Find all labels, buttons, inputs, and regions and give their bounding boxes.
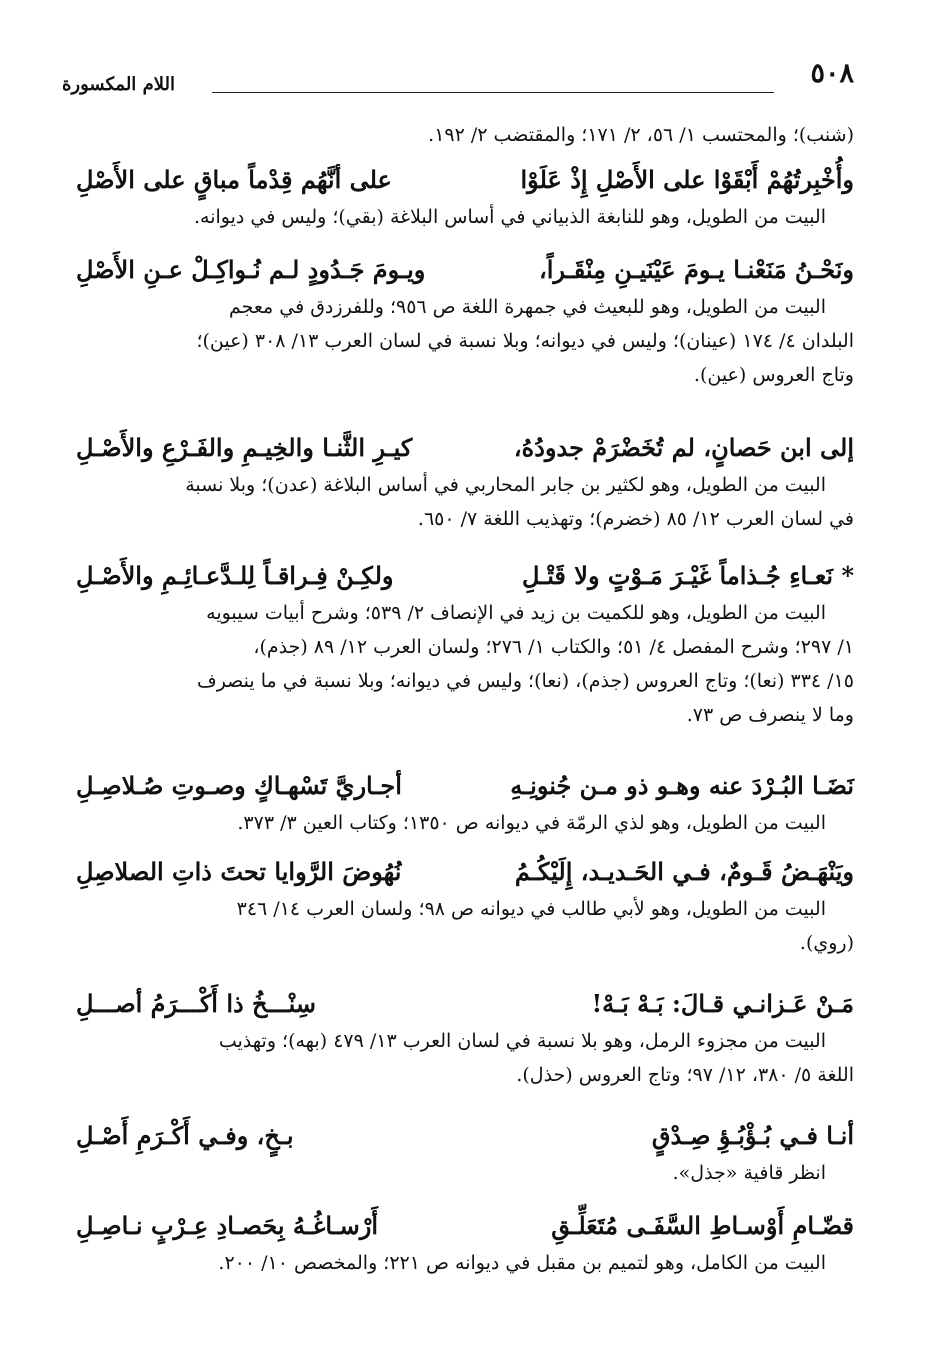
reference-line: البيت من الطويل، وهو للبعيث في جمهرة اللغة ص ٩٥٦؛ وللفرزدق في معجم: [228, 296, 826, 318]
reference-line: ١٥/ ٣٣٤ (نعا)؛ وتاج العروس (جذم)، (نعا)؛ وليس في ديوانه؛ وبلا نسبة في ما ينصرف: [197, 670, 854, 692]
reference-line: البلدان ٤/ ١٧٤ (عينان)؛ وليس في ديوانه؛ وبلا نسبة في لسان العرب ١٣/ ٣٠٨ (عين)؛: [196, 330, 854, 352]
verse-second-hemistich: أَرْسـاغُـهُ بِحَصـادِ عِـرْبٍ نـاصِـلِ: [76, 1211, 379, 1240]
verse-first-hemistich: * نَعـاءِ جُـذاماً غَيْـرَ مَـوْتٍ ولا قَتْـلِ: [521, 561, 854, 590]
verse-second-hemistich: ولكِـنْ فِـراقـاً لِلـدَّعـائِـمِ والأَصْـلِ: [76, 561, 394, 590]
verse-first-hemistich: مَـنْ عَـزانـي قـالَ: بَـهْ بَـهْ!: [591, 989, 854, 1018]
reference-line: البيت من مجزوء الرمل، وهو بلا نسبة في لسان العرب ١٣/ ٤٧٩ (بهه)؛ وتهذيب: [218, 1030, 826, 1052]
verse-line: [76, 766, 854, 806]
reference-line: اللغة ٥/ ٣٨٠، ١٢/ ٩٧؛ وتاج العروس (حذل).: [516, 1064, 854, 1086]
verse-first-hemistich: قضّـامِ أَوْسـاطِ السَّفَـى مُتَعَلِّـقِ: [551, 1211, 854, 1240]
verse-second-hemistich: أجـاريَّ تَسْهـاكٍ وصـوتِ صُـلاصِـلِ: [76, 771, 402, 800]
reference-line: وما لا ينصرف ص ٧٣.: [686, 704, 854, 726]
verse-first-hemistich: ونَحْـنُ مَنَعْنـا يـومَ عَيْنَيـنِ مِنْقَـراً،: [539, 255, 854, 284]
verse-entry: [76, 852, 854, 960]
verse-line: [76, 852, 854, 892]
verse-second-hemistich: كيـرِ الثَّنـا والخِيـمِ والفَـرْعِ والأَصْـلِ: [76, 433, 413, 462]
verse-second-hemistich: على أنَّهُم قِدْماً مباقٍ على الأَصْلِ: [76, 165, 392, 194]
verse-entry: [76, 984, 854, 1092]
reference-line: ١/ ٢٩٧؛ وشرح المفصل ٤/ ٥١؛ والكتاب ١/ ٢٧٦؛ ولسان العرب ١٢/ ٨٩ (جذم)،: [253, 636, 854, 658]
reference-line: (شنب)؛ والمحتسب ١/ ٥٦، ٢/ ١٧١؛ والمقتضب ٢/ ١٩٢.: [428, 124, 854, 146]
reference-line: البيت من الطويل، وهو لأبي طالب في ديوانه ص ٩٨؛ ولسان العرب ١٤/ ٣٤٦: [236, 898, 826, 920]
verse-entry: [76, 556, 854, 732]
verse-line: [76, 428, 854, 468]
verse-entry: [76, 1206, 854, 1280]
running-title: اللام المكسورة: [62, 74, 175, 95]
verse-entry: [76, 250, 854, 392]
verse-second-hemistich: بـخٍ، وفـي أَكْـرَمِ أَصْـلِ: [76, 1121, 294, 1150]
verse-entry: [76, 766, 854, 840]
verse-second-hemistich: ويـومَ جَـدُودٍ لـم نُـواكِـلْ عـنِ الأَصْلِ: [76, 255, 426, 284]
verse-entry: [76, 1116, 854, 1190]
reference-line: البيت من الطويل، وهو للكميت بن زيد في الإنصاف ٢/ ٥٣٩؛ وشرح أبيات سيبويه: [206, 602, 826, 624]
verse-second-hemistich: نُهُوضَ الرَّوايا تحتَ ذاتِ الصلاصِلِ: [76, 857, 402, 886]
page-header: [62, 58, 854, 98]
reference-line: البيت من الطويل، وهو لكثير بن جابر المحاربي في أساس البلاغة (عدن)؛ وبلا نسبة: [185, 474, 826, 496]
verse-line: [76, 160, 854, 200]
verse-line: [76, 1206, 854, 1246]
reference-line: في لسان العرب ١٢/ ٨٥ (خضرم)؛ وتهذيب اللغة ٧/ ٦٥٠.: [417, 508, 854, 530]
verse-first-hemistich: إلى ابن حَصانٍ، لم تُخَضْرَمْ جدودُهُ،: [513, 433, 854, 462]
reference-line: انظر قافية «جذل».: [672, 1162, 826, 1184]
verse-line: [76, 556, 854, 596]
verse-entry: [76, 160, 854, 234]
reference-line: البيت من الطويل، وهو للنابغة الذبياني في أساس البلاغة (بقي)؛ وليس في ديوانه.: [194, 206, 826, 228]
verse-line: [76, 250, 854, 290]
verse-line: [76, 984, 854, 1024]
reference-line: وتاج العروس (عين).: [693, 364, 854, 386]
header-rule: [212, 92, 774, 93]
verse-line: [76, 1116, 854, 1156]
reference-line: البيت من الكامل، وهو لتميم بن مقبل في ديوانه ص ٢٢١؛ والمخصص ١٠/ ٢٠٠.: [218, 1252, 826, 1274]
verse-first-hemistich: نَضَـا البُـرْدَ عنه وهـو ذو مـن جُنونِـهِ: [510, 771, 854, 800]
verse-entry: [76, 428, 854, 536]
verse-first-hemistich: وأُخْبِرتُهُمْ أَبْقَوْا على الأَصْلِ إِذْ عَلَوْا: [520, 165, 854, 194]
reference-line: (روي).: [799, 932, 854, 954]
reference-line: البيت من الطويل، وهو لذي الرمّة في ديوانه ص ١٣٥٠؛ وكتاب العين ٣/ ٣٧٣.: [237, 812, 826, 834]
page-number: ٥٠٨: [810, 58, 854, 89]
verse-first-hemistich: ويَنْهَـضُ قَـومٌ، فـي الحَـديـد، إِلَيْكُـمُ: [514, 857, 854, 886]
verse-second-hemistich: سِنْـــخُ ذا أَكْـــرَمُ أصـــلِ: [76, 989, 316, 1018]
reference-block: [76, 118, 854, 152]
verse-first-hemistich: أنـا فـي بُـؤْبُـؤِ صِـدْقٍ: [651, 1121, 854, 1150]
